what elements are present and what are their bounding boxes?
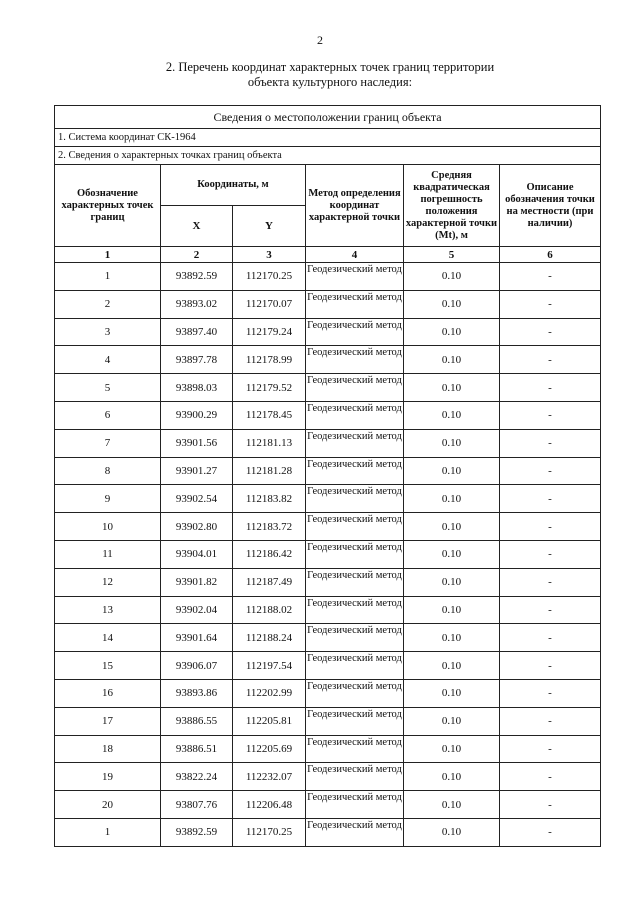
y-coordinate-cell: 112206.48 — [233, 791, 306, 819]
table-row — [55, 429, 601, 457]
x-coordinate-cell: 93892.59 — [161, 818, 233, 846]
x-coordinate-cell: 93886.55 — [161, 707, 233, 735]
description-cell: - — [500, 763, 601, 791]
y-coordinate-cell: 112183.72 — [233, 513, 306, 541]
table-row — [55, 735, 601, 763]
point-cell: 19 — [55, 763, 161, 791]
x-coordinate-cell: 93886.51 — [161, 735, 233, 763]
point-cell: 1 — [55, 263, 161, 291]
y-coordinate-cell: 112205.81 — [233, 707, 306, 735]
column-number: 3 — [233, 247, 306, 263]
description-cell: - — [500, 791, 601, 819]
column-number: 2 — [161, 247, 233, 263]
column-number: 4 — [306, 247, 404, 263]
y-coordinate-cell: 112170.25 — [233, 818, 306, 846]
error-cell: 0.10 — [404, 540, 500, 568]
table-row — [55, 485, 601, 513]
table-row — [55, 318, 601, 346]
point-cell: 3 — [55, 318, 161, 346]
header-method: Метод определения координат характерной точки — [306, 165, 404, 247]
table-row — [55, 763, 601, 791]
method-cell: Геодезический метод — [306, 596, 404, 624]
description-cell: - — [500, 263, 601, 291]
method-cell: Геодезический метод — [306, 401, 404, 429]
method-cell: Геодезический метод — [306, 735, 404, 763]
x-coordinate-cell: 93901.82 — [161, 568, 233, 596]
document-title-line-2: объекта культурного наследия: — [247, 75, 413, 89]
point-cell: 6 — [55, 401, 161, 429]
description-cell: - — [500, 429, 601, 457]
error-cell: 0.10 — [404, 346, 500, 374]
x-coordinate-cell: 93807.76 — [161, 791, 233, 819]
table-row — [55, 374, 601, 402]
header-designation: Обозначение характерных точек границ — [55, 165, 161, 247]
method-cell: Геодезический метод — [306, 791, 404, 819]
point-cell: 4 — [55, 346, 161, 374]
x-coordinate-cell: 93893.86 — [161, 679, 233, 707]
document-title — [100, 60, 560, 90]
table-row — [55, 707, 601, 735]
point-cell: 12 — [55, 568, 161, 596]
description-cell: - — [500, 707, 601, 735]
y-coordinate-cell: 112181.13 — [233, 429, 306, 457]
method-cell: Геодезический метод — [306, 707, 404, 735]
method-cell: Геодезический метод — [306, 485, 404, 513]
error-cell: 0.10 — [404, 652, 500, 680]
table-row — [55, 818, 601, 846]
method-cell: Геодезический метод — [306, 374, 404, 402]
point-cell: 10 — [55, 513, 161, 541]
method-cell: Геодезический метод — [306, 624, 404, 652]
description-cell: - — [500, 596, 601, 624]
document-title-line-1: 2. Перечень координат характерных точек границ территории — [165, 60, 495, 74]
description-cell: - — [500, 624, 601, 652]
description-cell: - — [500, 568, 601, 596]
y-coordinate-cell: 112202.99 — [233, 679, 306, 707]
y-coordinate-cell: 112205.69 — [233, 735, 306, 763]
x-coordinate-cell: 93897.78 — [161, 346, 233, 374]
table-row — [55, 263, 601, 291]
coordinate-system: 1. Система координат СК-1964 — [55, 129, 601, 147]
method-cell: Геодезический метод — [306, 652, 404, 680]
x-coordinate-cell: 93901.27 — [161, 457, 233, 485]
point-cell: 17 — [55, 707, 161, 735]
method-cell: Геодезический метод — [306, 568, 404, 596]
y-coordinate-cell: 112170.07 — [233, 290, 306, 318]
y-coordinate-cell: 112181.28 — [233, 457, 306, 485]
y-coordinate-cell: 112186.42 — [233, 540, 306, 568]
method-cell: Геодезический метод — [306, 429, 404, 457]
points-info-heading: 2. Сведения о характерных точках границ объекта — [55, 147, 601, 165]
table-row — [55, 791, 601, 819]
error-cell: 0.10 — [404, 318, 500, 346]
method-cell: Геодезический метод — [306, 263, 404, 291]
y-coordinate-cell: 112187.49 — [233, 568, 306, 596]
table-row — [55, 624, 601, 652]
x-coordinate-cell: 93902.04 — [161, 596, 233, 624]
method-cell: Геодезический метод — [306, 346, 404, 374]
table-row — [55, 513, 601, 541]
point-cell: 13 — [55, 596, 161, 624]
method-cell: Геодезический метод — [306, 457, 404, 485]
y-coordinate-cell: 112178.99 — [233, 346, 306, 374]
error-cell: 0.10 — [404, 679, 500, 707]
error-cell: 0.10 — [404, 513, 500, 541]
error-cell: 0.10 — [404, 290, 500, 318]
table-row — [55, 596, 601, 624]
x-coordinate-cell: 93901.56 — [161, 429, 233, 457]
description-cell: - — [500, 346, 601, 374]
header-x: X — [161, 206, 233, 247]
point-cell: 11 — [55, 540, 161, 568]
header-y: Y — [233, 206, 306, 247]
method-cell: Геодезический метод — [306, 513, 404, 541]
description-cell: - — [500, 679, 601, 707]
y-coordinate-cell: 112178.45 — [233, 401, 306, 429]
error-cell: 0.10 — [404, 457, 500, 485]
table-row — [55, 652, 601, 680]
error-cell: 0.10 — [404, 735, 500, 763]
x-coordinate-cell: 93892.59 — [161, 263, 233, 291]
description-cell: - — [500, 735, 601, 763]
point-cell: 20 — [55, 791, 161, 819]
error-cell: 0.10 — [404, 568, 500, 596]
table-row — [55, 568, 601, 596]
header-description: Описание обозначения точки на местности (при наличии) — [500, 165, 601, 247]
x-coordinate-cell: 93901.64 — [161, 624, 233, 652]
x-coordinate-cell: 93897.40 — [161, 318, 233, 346]
description-cell: - — [500, 290, 601, 318]
error-cell: 0.10 — [404, 707, 500, 735]
header-coordinates: Координаты, м — [161, 165, 306, 206]
point-cell: 18 — [55, 735, 161, 763]
description-cell: - — [500, 401, 601, 429]
table-row — [55, 457, 601, 485]
method-cell: Геодезический метод — [306, 818, 404, 846]
coordinates-table — [54, 105, 601, 847]
error-cell: 0.10 — [404, 429, 500, 457]
table-row — [55, 679, 601, 707]
y-coordinate-cell: 112179.24 — [233, 318, 306, 346]
error-cell: 0.10 — [404, 401, 500, 429]
point-cell: 2 — [55, 290, 161, 318]
y-coordinate-cell: 112197.54 — [233, 652, 306, 680]
description-cell: - — [500, 457, 601, 485]
table-row — [55, 540, 601, 568]
table-row — [55, 346, 601, 374]
description-cell: - — [500, 818, 601, 846]
point-cell: 9 — [55, 485, 161, 513]
table-row — [55, 401, 601, 429]
point-cell: 7 — [55, 429, 161, 457]
method-cell: Геодезический метод — [306, 679, 404, 707]
description-cell: - — [500, 540, 601, 568]
table-row — [55, 290, 601, 318]
point-cell: 16 — [55, 679, 161, 707]
y-coordinate-cell: 112188.24 — [233, 624, 306, 652]
point-cell: 8 — [55, 457, 161, 485]
page-number: 2 — [317, 33, 323, 47]
description-cell: - — [500, 374, 601, 402]
method-cell: Геодезический метод — [306, 290, 404, 318]
x-coordinate-cell: 93902.54 — [161, 485, 233, 513]
x-coordinate-cell: 93822.24 — [161, 763, 233, 791]
point-cell: 14 — [55, 624, 161, 652]
error-cell: 0.10 — [404, 485, 500, 513]
description-cell: - — [500, 318, 601, 346]
error-cell: 0.10 — [404, 791, 500, 819]
error-cell: 0.10 — [404, 374, 500, 402]
error-cell: 0.10 — [404, 624, 500, 652]
x-coordinate-cell: 93904.01 — [161, 540, 233, 568]
x-coordinate-cell: 93900.29 — [161, 401, 233, 429]
x-coordinate-cell: 93893.02 — [161, 290, 233, 318]
column-number: 5 — [404, 247, 500, 263]
error-cell: 0.10 — [404, 263, 500, 291]
column-number: 6 — [500, 247, 601, 263]
header-error: Средняя квадратическая погрешность положения характерной точки (Mt), м — [404, 165, 500, 247]
y-coordinate-cell: 112188.02 — [233, 596, 306, 624]
point-cell: 15 — [55, 652, 161, 680]
y-coordinate-cell: 112232.07 — [233, 763, 306, 791]
column-number: 1 — [55, 247, 161, 263]
table-caption: Сведения о местоположении границ объекта — [55, 106, 601, 129]
method-cell: Геодезический метод — [306, 763, 404, 791]
description-cell: - — [500, 652, 601, 680]
point-cell: 5 — [55, 374, 161, 402]
y-coordinate-cell: 112183.82 — [233, 485, 306, 513]
error-cell: 0.10 — [404, 818, 500, 846]
description-cell: - — [500, 513, 601, 541]
error-cell: 0.10 — [404, 763, 500, 791]
method-cell: Геодезический метод — [306, 318, 404, 346]
description-cell: - — [500, 485, 601, 513]
y-coordinate-cell: 112179.52 — [233, 374, 306, 402]
x-coordinate-cell: 93906.07 — [161, 652, 233, 680]
error-cell: 0.10 — [404, 596, 500, 624]
x-coordinate-cell: 93898.03 — [161, 374, 233, 402]
method-cell: Геодезический метод — [306, 540, 404, 568]
y-coordinate-cell: 112170.25 — [233, 263, 306, 291]
x-coordinate-cell: 93902.80 — [161, 513, 233, 541]
point-cell: 1 — [55, 818, 161, 846]
